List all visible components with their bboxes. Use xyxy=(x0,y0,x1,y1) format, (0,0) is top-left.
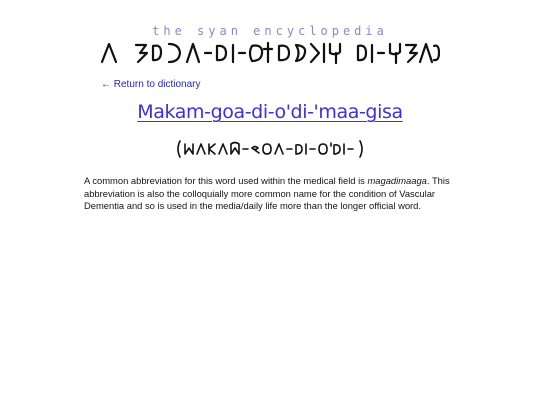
entry-script-transcription xyxy=(0,140,540,162)
constructed-script-title-logo xyxy=(100,40,440,66)
entry-definition xyxy=(84,175,454,213)
definition-abbreviation-term: magadimaaga xyxy=(367,175,427,186)
definition-text-start: A common abbreviation for this word used within the medical field is xyxy=(84,175,368,186)
site-subtitle: the syan encyclopedia xyxy=(152,24,388,38)
site-title-script xyxy=(0,40,540,70)
definition-text-end: . This abbreviation is also the colloquially more common name for the condition of Vascular Dementia and so is used in the media/daily life more than the longer official word. xyxy=(84,175,450,211)
constructed-script-entry-word xyxy=(175,140,365,158)
entry-title-link[interactable]: Makam-goa-di-o'di-'maa-gisa xyxy=(137,101,403,123)
entry-title xyxy=(0,101,540,123)
return-to-dictionary-link[interactable]: ← Return to dictionary xyxy=(101,79,201,90)
